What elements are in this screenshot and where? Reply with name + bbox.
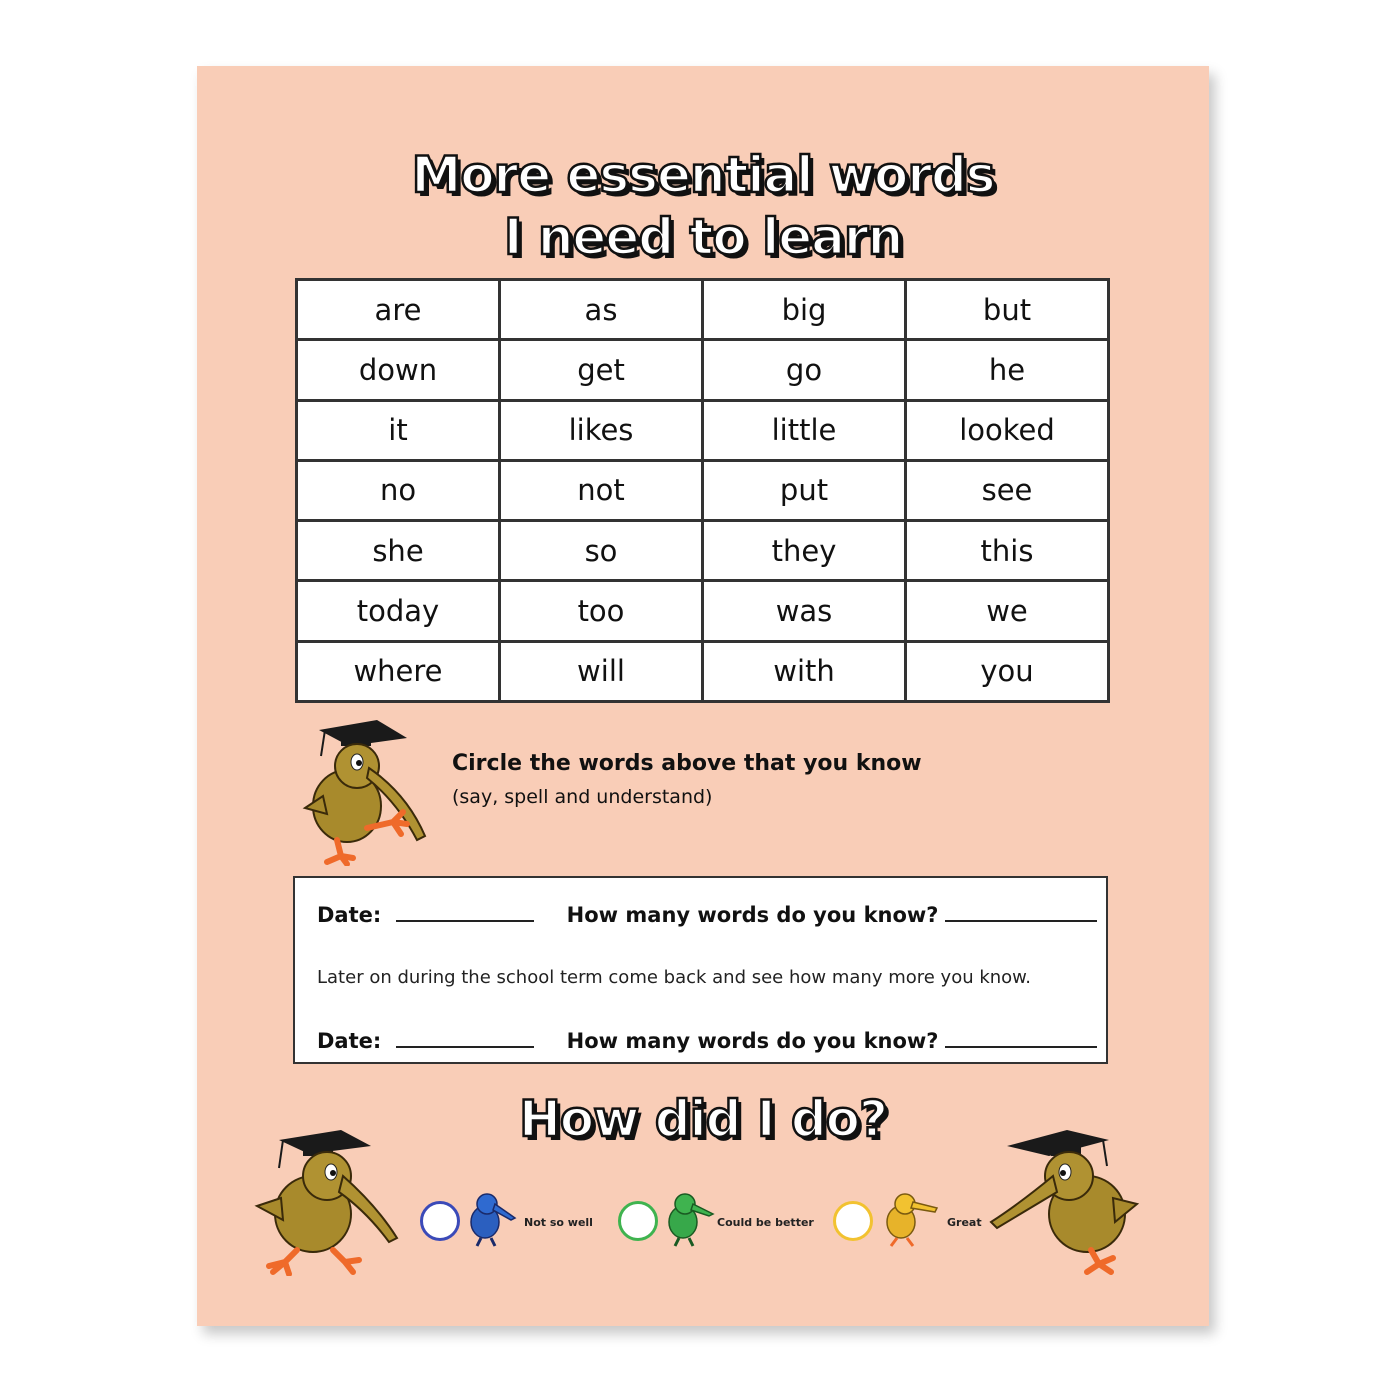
word-cell[interactable]: he <box>906 340 1109 400</box>
date-row-2 <box>317 1028 1097 1053</box>
word-cell[interactable]: little <box>703 400 906 460</box>
word-cell[interactable]: today <box>297 581 500 641</box>
word-cell[interactable]: they <box>703 521 906 581</box>
word-cell[interactable]: as <box>500 280 703 340</box>
word-cell[interactable]: will <box>500 641 703 701</box>
word-cell[interactable]: are <box>297 280 500 340</box>
table-row <box>297 641 1109 701</box>
word-cell[interactable]: too <box>500 581 703 641</box>
date-label: Date: <box>317 1029 382 1053</box>
how-did-i-do-heading: How did I do? <box>518 1090 888 1148</box>
word-count-question: How many words do you know? <box>566 903 939 927</box>
rating-circle-could-be-better[interactable] <box>618 1201 658 1241</box>
title-line-2: I need to learn <box>503 208 903 266</box>
word-cell[interactable]: put <box>703 460 906 520</box>
instruction-sub: (say, spell and understand) <box>452 786 713 808</box>
date-blank-field[interactable] <box>396 1028 534 1048</box>
word-cell[interactable]: was <box>703 581 906 641</box>
word-cell[interactable]: you <box>906 641 1109 701</box>
table-row <box>297 521 1109 581</box>
kiwi-yellow-icon <box>881 1188 939 1248</box>
rating-label-great: Great <box>947 1216 982 1229</box>
kiwi-mascot-right-icon <box>987 1126 1147 1276</box>
word-cell[interactable]: see <box>906 460 1109 520</box>
rating-circle-great[interactable] <box>833 1201 873 1241</box>
table-row <box>297 581 1109 641</box>
table-row <box>297 340 1109 400</box>
kiwi-mascot-left-icon <box>249 1126 409 1276</box>
word-cell[interactable]: but <box>906 280 1109 340</box>
later-note: Later on during the school term come back and see how many more you know. <box>317 967 1031 988</box>
date-row-1 <box>317 902 1097 927</box>
word-cell[interactable]: down <box>297 340 500 400</box>
word-cell[interactable]: we <box>906 581 1109 641</box>
kiwi-blue-icon <box>465 1188 517 1248</box>
date-blank-field[interactable] <box>396 902 534 922</box>
rating-label-could-be-better: Could be better <box>717 1216 814 1229</box>
word-cell[interactable]: not <box>500 460 703 520</box>
table-row <box>297 400 1109 460</box>
word-cell[interactable]: looked <box>906 400 1109 460</box>
word-cell[interactable]: no <box>297 460 500 520</box>
table-row <box>297 280 1109 340</box>
word-count-blank-field[interactable] <box>945 1028 1097 1048</box>
word-cell[interactable]: go <box>703 340 906 400</box>
date-label: Date: <box>317 903 382 927</box>
instruction-main: Circle the words above that you know <box>452 751 922 776</box>
word-cell[interactable]: where <box>297 641 500 701</box>
word-cell[interactable]: so <box>500 521 703 581</box>
word-cell[interactable]: with <box>703 641 906 701</box>
word-cell[interactable]: big <box>703 280 906 340</box>
word-cell[interactable]: it <box>297 400 500 460</box>
word-count-blank-field[interactable] <box>945 902 1097 922</box>
kiwi-mascot-icon <box>297 716 437 866</box>
word-cell[interactable]: this <box>906 521 1109 581</box>
word-cell[interactable]: get <box>500 340 703 400</box>
title-line-1: More essential words <box>411 146 995 204</box>
rating-label-not-so-well: Not so well <box>524 1216 593 1229</box>
word-cell[interactable]: likes <box>500 400 703 460</box>
worksheet <box>197 66 1209 1326</box>
word-cell[interactable]: she <box>297 521 500 581</box>
word-count-question: How many words do you know? <box>566 1029 939 1053</box>
kiwi-green-icon <box>663 1188 715 1248</box>
word-grid <box>295 278 1110 703</box>
table-row <box>297 460 1109 520</box>
date-record-box <box>293 876 1108 1064</box>
rating-circle-not-so-well[interactable] <box>420 1201 460 1241</box>
